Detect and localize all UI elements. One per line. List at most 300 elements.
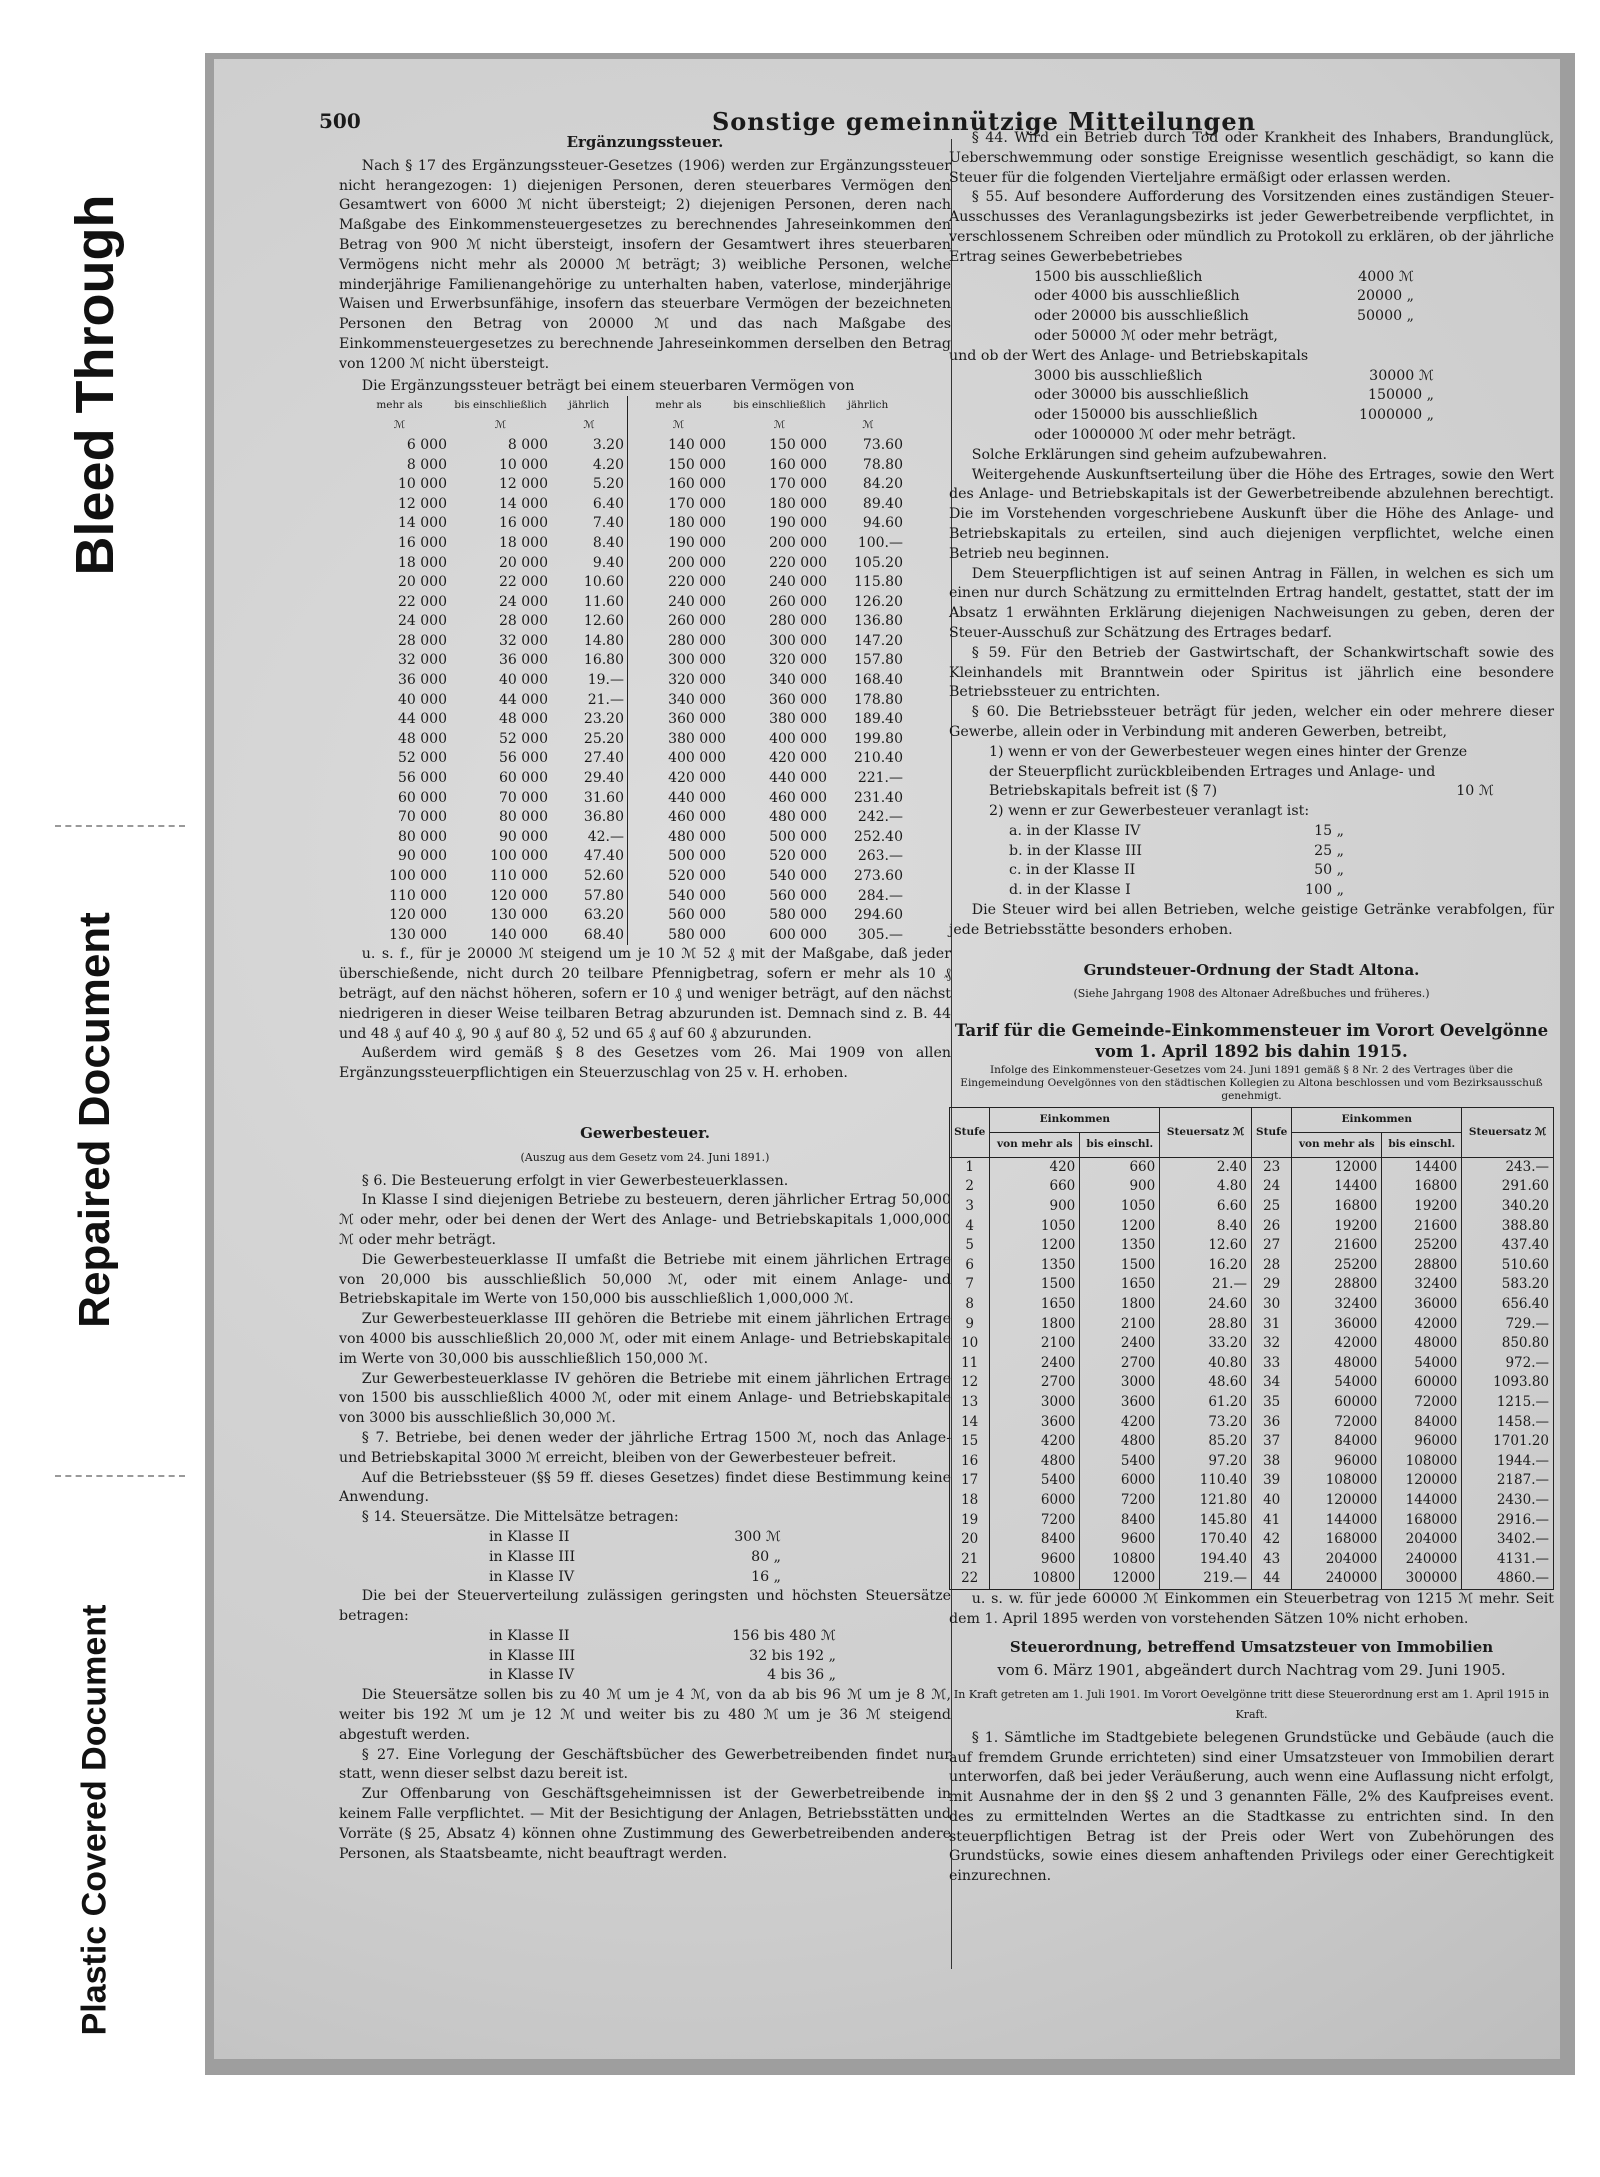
gewerbesteuer-para: Zur Gewerbesteuerklasse IV gehören die Betriebe mit einem jährlichen Ertrage von 1500 bis ausschließlich 4000 ℳ, oder mit einem Anlage- und Betriebskapitale von 3000 bis ausschließlich 30,000 ℳ.: [339, 1370, 951, 1427]
vermoegen-cell: 120 000: [490, 887, 548, 904]
tarif-cell: 16800: [1382, 1177, 1462, 1197]
vermoegen-cell: 280 000: [628, 632, 730, 652]
klasse-label: in Klasse II: [489, 1627, 570, 1644]
vermoegen-row: [349, 436, 906, 456]
vermoegen-cell: 120 000: [389, 907, 447, 924]
tarif-cell: 1701.20: [1462, 1432, 1554, 1452]
paragraph-60-item-1: [949, 743, 1554, 802]
vermoegen-table: [349, 396, 906, 945]
vermoegen-cell: 28 000: [499, 613, 548, 630]
mittelsaetze-list: [339, 1528, 951, 1587]
vermoegen-cell: 305.—: [857, 926, 903, 943]
vermoegen-cell: 540 000: [769, 868, 827, 885]
unit-mark: ℳ: [862, 419, 874, 432]
vermoegen-cell: 16 000: [398, 534, 447, 551]
umsatzsteuer-subtitle: In Kraft getreten am 1. Juli 1901. Im Vorort Oevelgönne tritt diese Steuerordnung erst am 1. April 1915 in Kraft.: [953, 1688, 1550, 1721]
tarif-cell: 36000: [1292, 1315, 1382, 1335]
tarif-row: [950, 1256, 1554, 1276]
kapital-row: [1034, 426, 1454, 446]
vermoegen-cell: 73.60: [862, 436, 903, 453]
vermoegen-row: [349, 926, 906, 946]
tarif-cell: 1350: [990, 1256, 1080, 1276]
mittelsatz-row: [489, 1528, 801, 1548]
vermoegen-cell: 105.20: [854, 554, 903, 571]
bleed-through-label: Bleed Through: [65, 194, 125, 576]
vermoegen-cell: 340 000: [769, 672, 827, 689]
paragraph-60-getraenke: Die Steuer wird bei allen Betrieben, welche geistige Getränke verabfolgen, für jede Betriebsstätte besonders erhoben.: [949, 902, 1554, 938]
tarif-cell: 21600: [1292, 1236, 1382, 1256]
tarif-cell: 15: [950, 1432, 990, 1452]
page-header: Sonstige gemeinnützige Mitteilungen: [711, 107, 1257, 136]
vermoegen-cell: 520 000: [769, 848, 827, 865]
label-separator: [55, 1475, 185, 1477]
tarif-cell: 120000: [1292, 1491, 1382, 1511]
vermoegen-cell: 4.20: [592, 456, 624, 473]
umsatzsteuer-title-date: vom 6. März 1901, abgeändert durch Nachtrag vom 29. Juni 1905.: [997, 1661, 1506, 1680]
ertrag-list: [949, 268, 1554, 347]
vermoegen-cell: 252.40: [854, 828, 903, 845]
tarif-row: [950, 1530, 1554, 1550]
tarif-cell: 5400: [1080, 1452, 1160, 1472]
tarif-cell: 9: [950, 1315, 990, 1335]
tarif-cell: 2.40: [1160, 1157, 1252, 1177]
vermoegen-cell: 100.—: [857, 534, 903, 551]
vermoegen-cell: 36.80: [583, 809, 624, 826]
tarif-cell: 12: [950, 1373, 990, 1393]
vermoegen-row: [349, 808, 906, 828]
tarif-row: [950, 1157, 1554, 1177]
gewerbesteuer-para: Die bei der Steuerverteilung zulässigen geringsten und höchsten Steuersätze betragen:: [339, 1588, 951, 1625]
tarif-cell: 9600: [1080, 1530, 1160, 1550]
tarif-cell: 48.60: [1160, 1373, 1252, 1393]
vermoegen-cell: 14 000: [398, 515, 447, 532]
grenzsatz-row: [489, 1627, 856, 1647]
vermoegen-cell: 78.80: [862, 456, 903, 473]
vermoegen-cell: 12 000: [499, 476, 548, 493]
tarif-cell: 60000: [1292, 1393, 1382, 1413]
gewerbesteuer-subtitle: (Auszug aus dem Gesetz vom 24. Juni 1891.): [520, 1150, 770, 1164]
vermoegen-cell: 115.80: [854, 574, 903, 591]
vermoegen-cell: 190 000: [628, 534, 730, 554]
vermoegen-cell: 44 000: [398, 711, 447, 728]
tarif-cell: 84000: [1292, 1432, 1382, 1452]
ergaenzungssteuer-text: Nach § 17 des Ergänzungssteuer-Gesetzes (1906) werden zur Ergänzungssteuer nicht herangezogen: 1) diejenigen Personen, deren steuerbares Vermögen den Gesamtwert von 6000 ℳ nicht übersteigt; 2) diejenigen Personen, deren nach Maßgabe des Einkommensteuergesetzes zu berechnendes Jahreseinkommen den Betrag von 900 ℳ nicht übersteigt, insofern der Gesamtwert ihres steuerbaren Vermögens nicht mehr als 20000 ℳ beträgt; 3) weibliche Personen, welche minderjährige Familienangehörige zu unterhalten haben, vaterlose, minderjährige Waisen und Erwerbsunfähige, insofern das steuerbare Vermögen der bezeichneten Personen den Betrag von 20000 ℳ und das nach Maßgabe des Einkommensteuergesetzes zu berechnende Jahreseinkommen derselben den Betrag von 1200 ℳ nicht übersteigt.: [339, 157, 951, 372]
tarif-row: [950, 1452, 1554, 1472]
tarif-row: [950, 1354, 1554, 1374]
tarif-cell: 12000: [1080, 1569, 1160, 1589]
klasse-value: 16 „: [751, 1568, 781, 1585]
vermoegen-cell: 126.20: [854, 593, 903, 610]
range-label: oder 150000 bis ausschließlich: [1034, 407, 1258, 424]
tarif-header-row: [950, 1108, 1554, 1133]
tarif-cell: 3600: [1080, 1393, 1160, 1413]
tarif-row: [950, 1471, 1554, 1491]
tarif-row: [950, 1393, 1554, 1413]
unit-mark: ℳ: [583, 419, 595, 432]
klasse-value: 80 „: [751, 1548, 781, 1565]
vermoegen-cell: 136.80: [854, 613, 903, 630]
tarif-cell: 19200: [1382, 1197, 1462, 1217]
klasse-value: 4 bis 36 „: [767, 1667, 836, 1684]
vermoegen-cell: 420 000: [769, 750, 827, 767]
range-label: 3000 bis ausschließlich: [1034, 367, 1203, 384]
vermoegen-cell: 24 000: [499, 593, 548, 610]
vermoegen-cell: 63.20: [583, 907, 624, 924]
tarif-cell: 41: [1251, 1511, 1291, 1531]
tarif-cell: 4200: [1080, 1413, 1160, 1433]
page-number: 500: [319, 109, 361, 133]
tarif-cell: 729.—: [1462, 1315, 1554, 1335]
tarif-cell: 32400: [1382, 1275, 1462, 1295]
tarif-cell: 120000: [1382, 1471, 1462, 1491]
col-einkommen: Einkommen: [1292, 1108, 1462, 1133]
tarif-cell: 54000: [1292, 1373, 1382, 1393]
tarif-row: [950, 1315, 1554, 1335]
tarif-cell: 31: [1251, 1315, 1291, 1335]
vermoegen-cell: 440 000: [628, 789, 730, 809]
tarif-cell: 16.20: [1160, 1256, 1252, 1276]
tarif-row: [950, 1236, 1554, 1256]
vermoegen-cell: 10 000: [499, 456, 548, 473]
vermoegen-cell: 52.60: [583, 868, 624, 885]
klasse-value: 32 bis 192 „: [749, 1647, 836, 1664]
tarif-cell: 108000: [1292, 1471, 1382, 1491]
tarif-cell: 510.60: [1462, 1256, 1554, 1276]
plastic-covered-label: Plastic Covered Document: [75, 1604, 114, 2036]
vermoegen-cell: 6 000: [406, 436, 447, 453]
vermoegen-cell: 320 000: [628, 671, 730, 691]
klasse-label: in Klasse III: [489, 1647, 576, 1664]
tarif-cell: 1: [950, 1157, 990, 1177]
tarif-row: [950, 1275, 1554, 1295]
tarif-cell: 8400: [1080, 1511, 1160, 1531]
vermoegen-cell: 29.40: [583, 770, 624, 787]
vermoegen-cell: 60 000: [499, 770, 548, 787]
vermoegen-cell: 68.40: [583, 926, 624, 943]
vermoegen-cell: 320 000: [769, 652, 827, 669]
range-value: 4000 ℳ: [1358, 268, 1414, 285]
vermoegen-cell: 178.80: [854, 691, 903, 708]
tarif-title: Tarif für die Gemeinde-Einkommensteuer im Vorort Oevelgönne vom 1. April 1892 bis dahin 1915.: [954, 1021, 1549, 1062]
vermoegen-cell: 7.40: [592, 515, 624, 532]
range-value: 30000 ℳ: [1369, 367, 1434, 384]
tarif-cell: 145.80: [1160, 1511, 1252, 1531]
paragraph-55-schaetzung: Dem Steuerpflichtigen ist auf seinen Antrag in Fällen, in welchen es sich um einen nur durch Schätzung zu ermittelnden Ertrag handelt, gestattet, statt der im Absatz 1 erwähnten Erklärung diejenigen Nachweisungen zu geben, deren der Steuer-Ausschuß zur Schätzung des Ertrages bedarf.: [949, 565, 1554, 641]
vermoegen-cell: 25.20: [583, 730, 624, 747]
vermoegen-cell: 48 000: [398, 730, 447, 747]
tarif-cell: 72000: [1292, 1413, 1382, 1433]
tarif-cell: 21.—: [1160, 1275, 1252, 1295]
vermoegen-cell: 460 000: [628, 808, 730, 828]
ertrag-row: [1034, 287, 1434, 307]
vermoegen-cell: 140 000: [490, 926, 548, 943]
vermoegen-row: [349, 847, 906, 867]
unit-mark: ℳ: [494, 419, 507, 432]
tarif-cell: 36000: [1382, 1295, 1462, 1315]
vermoegen-header-row: [349, 396, 906, 416]
unit-mark: ℳ: [773, 419, 786, 432]
klassen-list: [949, 822, 1554, 901]
vermoegen-cell: 8 000: [406, 456, 447, 473]
tarif-cell: 33.20: [1160, 1334, 1252, 1354]
tarif-cell: 39: [1251, 1471, 1291, 1491]
tarif-row: [950, 1413, 1554, 1433]
vermoegen-cell: 94.60: [862, 515, 903, 532]
klasse-value: 100 „: [1305, 882, 1344, 899]
klasse-row: [1009, 822, 1364, 842]
range-value: 1000000 „: [1358, 407, 1434, 424]
tarif-cell: 170.40: [1160, 1530, 1252, 1550]
range-value: 150000 „: [1367, 387, 1434, 404]
tarif-cell: 1050: [990, 1217, 1080, 1237]
gewerbesteuer-para: In Klasse I sind diejenigen Betriebe zu besteuern, deren jährlicher Ertrag 50,000 ℳ oder mehr, oder bei denen der Wert des Anlage- und Betriebskapitals 1,000,000 ℳ oder mehr beträgt.: [339, 1192, 951, 1248]
tarif-cell: 16800: [1292, 1197, 1382, 1217]
klasse-row: [1009, 881, 1364, 901]
tarif-cell: 1093.80: [1462, 1373, 1554, 1393]
vermoegen-cell: 580 000: [628, 926, 730, 946]
vermoegen-row: [349, 887, 906, 907]
tarif-cell: 19: [950, 1511, 990, 1531]
vermoegen-row: [349, 691, 906, 711]
vermoegen-row: [349, 671, 906, 691]
left-column: [339, 129, 951, 1864]
label-sidebar: [0, 50, 190, 2080]
tarif-cell: 23: [1251, 1157, 1291, 1177]
vermoegen-cell: 400 000: [628, 749, 730, 769]
paragraph-55-kapital: und ob der Wert des Anlage- und Betriebskapitals: [949, 347, 1309, 364]
klasse-value: 50 „: [1314, 862, 1344, 879]
tarif-cell: 3402.—: [1462, 1530, 1554, 1550]
vermoegen-cell: 27.40: [583, 750, 624, 767]
vermoegen-unit-row: [349, 416, 906, 436]
unit-mark: ℳ: [628, 416, 730, 436]
tarif-cell: 44: [1251, 1569, 1291, 1589]
vermoegen-cell: 8 000: [507, 436, 548, 453]
vermoegen-row: [349, 651, 906, 671]
vermoegen-cell: 56 000: [398, 770, 447, 787]
vermoegen-cell: 6.40: [592, 495, 624, 512]
tarif-cell: 96000: [1382, 1432, 1462, 1452]
tarif-cell: 168000: [1382, 1511, 1462, 1531]
tarif-cell: 48000: [1382, 1334, 1462, 1354]
vermoegen-cell: 16.80: [583, 652, 624, 669]
vermoegen-cell: 52 000: [398, 750, 447, 767]
vermoegen-row: [349, 554, 906, 574]
tarif-cell: 168000: [1292, 1530, 1382, 1550]
grundsteuer-title: Grundsteuer-Ordnung der Stadt Altona.: [1083, 960, 1420, 979]
tarif-cell: 20: [950, 1530, 990, 1550]
tarif-cell: 1050: [1080, 1197, 1160, 1217]
tarif-cell: 84000: [1382, 1413, 1462, 1433]
vermoegen-cell: 70 000: [499, 789, 548, 806]
range-label: oder 20000 bis ausschließlich: [1034, 308, 1249, 325]
tarif-cell: 2: [950, 1177, 990, 1197]
tarif-cell: 2430.—: [1462, 1491, 1554, 1511]
vermoegen-cell: 60 000: [398, 789, 447, 806]
vermoegen-cell: 199.80: [854, 730, 903, 747]
scanned-sheet: [205, 53, 1575, 2075]
tarif-cell: 1650: [990, 1295, 1080, 1315]
klasse-value: 156 bis 480 ℳ: [732, 1627, 836, 1644]
vermoegen-cell: 8.40: [592, 534, 624, 551]
tarif-cell: 4800: [1080, 1432, 1160, 1452]
vermoegen-row: [349, 495, 906, 515]
ergaenzungssteuer-title: Ergänzungssteuer.: [566, 133, 724, 151]
vermoegen-cell: 560 000: [769, 887, 827, 904]
vermoegen-cell: 460 000: [769, 789, 827, 806]
tarif-cell: 21600: [1382, 1217, 1462, 1237]
vermoegen-cell: 500 000: [628, 847, 730, 867]
range-label: oder 4000 bis ausschließlich: [1034, 288, 1240, 305]
vermoegen-row: [349, 769, 906, 789]
klasse-value: 300 ℳ: [734, 1528, 781, 1545]
gewerbesteuer-para: Die Gewerbesteuerklasse II umfaßt die Betriebe mit einem jährlichen Ertrage von 20,000 bis ausschließlich 50,000 ℳ, oder mit einem Anlage- und Betriebskapitale im Werte von 150,000 bis ausschließlich 1,000,000 ℳ.: [339, 1251, 951, 1308]
tarif-cell: 850.80: [1462, 1334, 1554, 1354]
tarif-cell: 34: [1251, 1373, 1291, 1393]
vermoegen-cell: 12 000: [398, 495, 447, 512]
tarif-cell: 32: [1251, 1334, 1291, 1354]
kapital-list: [949, 367, 1554, 446]
col-bis-einschl: bis einschließlich: [733, 399, 826, 412]
vermoegen-cell: 89.40: [862, 495, 903, 512]
tarif-row: [950, 1295, 1554, 1315]
tarif-cell: 2400: [1080, 1334, 1160, 1354]
mittelsatz-row: [489, 1548, 801, 1568]
vermoegen-row: [349, 789, 906, 809]
vermoegen-cell: 40 000: [499, 672, 548, 689]
tarif-cell: 42000: [1292, 1334, 1382, 1354]
paragraph-60: § 60. Die Betriebssteuer beträgt für jeden, welcher ein oder mehrere dieser Gewerbe, allein oder in Verbindung mit anderen Gewerben, betreibt,: [949, 704, 1554, 740]
vermoegen-cell: 10 000: [398, 476, 447, 493]
col-von-mehr-als: von mehr als: [990, 1133, 1080, 1158]
mittelsatz-row: [489, 1568, 801, 1588]
vermoegen-row: [349, 475, 906, 495]
tarif-cell: 25200: [1382, 1236, 1462, 1256]
vermoegen-cell: 500 000: [769, 828, 827, 845]
tarif-cell: 42: [1251, 1530, 1291, 1550]
document-page: [214, 59, 1560, 2059]
vermoegen-row: [349, 749, 906, 769]
tarif-cell: 194.40: [1160, 1550, 1252, 1570]
vermoegen-cell: 221.—: [857, 770, 903, 787]
tarif-cell: 25200: [1292, 1256, 1382, 1276]
tarif-cell: 243.—: [1462, 1157, 1554, 1177]
vermoegen-cell: 260 000: [769, 593, 827, 610]
tarif-cell: 24.60: [1160, 1295, 1252, 1315]
col-steuersatz: Steuersatz ℳ: [1462, 1108, 1554, 1158]
vermoegen-cell: 160 000: [628, 475, 730, 495]
item-value: 10 ℳ: [1456, 783, 1494, 800]
vermoegen-cell: 12.60: [583, 613, 624, 630]
vermoegen-cell: 210.40: [854, 750, 903, 767]
paragraph-59: § 59. Für den Betrieb der Gastwirtschaft, der Schankwirtschaft sowie des Kleinhandels mit Branntwein oder Spiritus ist jährlich eine besondere Betriebssteuer zu entrichten.: [949, 644, 1554, 701]
vermoegen-cell: 168.40: [854, 672, 903, 689]
tarif-cell: 10800: [990, 1569, 1080, 1589]
paragraph-60-item-2: 2) wenn er zur Gewerbesteuer veranlagt ist:: [989, 803, 1310, 820]
col-stufe: Stufe: [1251, 1108, 1291, 1158]
vermoegen-cell: 80 000: [499, 809, 548, 826]
tarif-cell: 22: [950, 1569, 990, 1589]
tarif-cell: 5: [950, 1236, 990, 1256]
klasse-value: 25 „: [1314, 842, 1344, 859]
tarif-cell: 972.—: [1462, 1354, 1554, 1374]
tarif-cell: 900: [990, 1197, 1080, 1217]
vermoegen-row: [349, 456, 906, 476]
tarif-cell: 17: [950, 1471, 990, 1491]
tarif-cell: 40.80: [1160, 1354, 1252, 1374]
vermoegen-cell: 480 000: [769, 809, 827, 826]
vermoegen-cell: 32 000: [499, 632, 548, 649]
klasse-label: d. in der Klasse I: [1009, 882, 1131, 899]
vermoegen-cell: 300 000: [628, 651, 730, 671]
vermoegen-cell: 42.—: [587, 828, 624, 845]
vermoegen-cell: 180 000: [769, 495, 827, 512]
tarif-cell: 5400: [990, 1471, 1080, 1491]
tarif-cell: 12000: [1292, 1157, 1382, 1177]
tarif-cell: 1200: [990, 1236, 1080, 1256]
tarif-cell: 43: [1251, 1550, 1291, 1570]
range-label: oder 50000 ℳ oder mehr beträgt,: [1034, 327, 1278, 344]
tarif-cell: 35: [1251, 1393, 1291, 1413]
vermoegen-cell: 44 000: [499, 691, 548, 708]
vermoegen-cell: 100 000: [490, 848, 548, 865]
col-jaehrlich: jährlich: [847, 399, 889, 412]
tarif-cell: 38: [1251, 1452, 1291, 1472]
tarif-cell: 660: [990, 1177, 1080, 1197]
tarif-cell: 8.40: [1160, 1217, 1252, 1237]
tarif-cell: 3: [950, 1197, 990, 1217]
vermoegen-cell: 90 000: [398, 848, 447, 865]
klasse-label: in Klasse IV: [489, 1667, 575, 1684]
umsatzsteuer-para: § 1. Sämtliche im Stadtgebiete belegenen Grundstücke und Gebäude (auch die auf fremdem Grunde errichteten) sind einer Umsatzsteuer von Immobilien derart unterworfen, daß bei jeder Veräußerung, auch wenn eine Auflassung nicht erfolgt, mit Ausnahme der in den §§ 2 und 3 genannten Fälle, 2% des Kaufpreises event. des zu ermittelnden Wertes an die Stadtkasse zu entrichten sind. In den steuerpflichtigen Betrag ist der Preis oder Wert von Zubehörungen des Grundstücks, sowie eines diesem anhaftenden Privilegs oder einer Gerechtigkeit einzurechnen.: [949, 1729, 1554, 1885]
tarif-row: [950, 1550, 1554, 1570]
col-mehr-als: mehr als: [628, 396, 730, 416]
vermoegen-cell: 56 000: [499, 750, 548, 767]
tarif-cell: 420: [990, 1157, 1080, 1177]
vermoegen-cell: 284.—: [857, 887, 903, 904]
gewerbesteuer-para: § 6. Die Besteuerung erfolgt in vier Gewerbesteuerklassen.: [361, 1172, 789, 1189]
col-bis-einschl: bis einschl.: [1080, 1133, 1160, 1158]
tarif-cell: 2700: [990, 1373, 1080, 1393]
tarif-cell: 1800: [990, 1315, 1080, 1335]
tarif-row: [950, 1217, 1554, 1237]
vermoegen-cell: 100 000: [389, 868, 447, 885]
range-value: 50000 „: [1357, 308, 1414, 325]
tarif-cell: 2100: [1080, 1315, 1160, 1335]
tarif-cell: 6: [950, 1256, 990, 1276]
vermoegen-cell: 22 000: [398, 593, 447, 610]
vermoegen-cell: 480 000: [628, 828, 730, 848]
tarif-cell: 121.80: [1160, 1491, 1252, 1511]
tarif-cell: 660: [1080, 1157, 1160, 1177]
vermoegen-cell: 420 000: [628, 769, 730, 789]
tarif-cell: 388.80: [1462, 1217, 1554, 1237]
vermoegen-cell: 240 000: [628, 593, 730, 613]
tarif-cell: 12.60: [1160, 1236, 1252, 1256]
gewerbesteuer-para: § 7. Betriebe, bei denen weder der jährliche Ertrag 1500 ℳ, noch das Anlage- und Betriebskapital 3000 ℳ erreicht, bleiben von der Gewerbesteuer befreit.: [339, 1429, 951, 1466]
tarif-cell: 25: [1251, 1197, 1291, 1217]
range-label: oder 30000 bis ausschließlich: [1034, 387, 1249, 404]
paragraph-55-geheim: Solche Erklärungen sind geheim aufzubewahren.: [971, 446, 1327, 463]
klasse-value: 15 „: [1314, 822, 1344, 839]
tarif-cell: 144000: [1292, 1511, 1382, 1531]
vermoegen-cell: 5.20: [592, 476, 624, 493]
vermoegen-cell: 220 000: [628, 573, 730, 593]
tarif-cell: 19200: [1292, 1217, 1382, 1237]
vermoegen-cell: 170 000: [769, 476, 827, 493]
tarif-cell: 6.60: [1160, 1197, 1252, 1217]
tarif-cell: 3600: [990, 1413, 1080, 1433]
